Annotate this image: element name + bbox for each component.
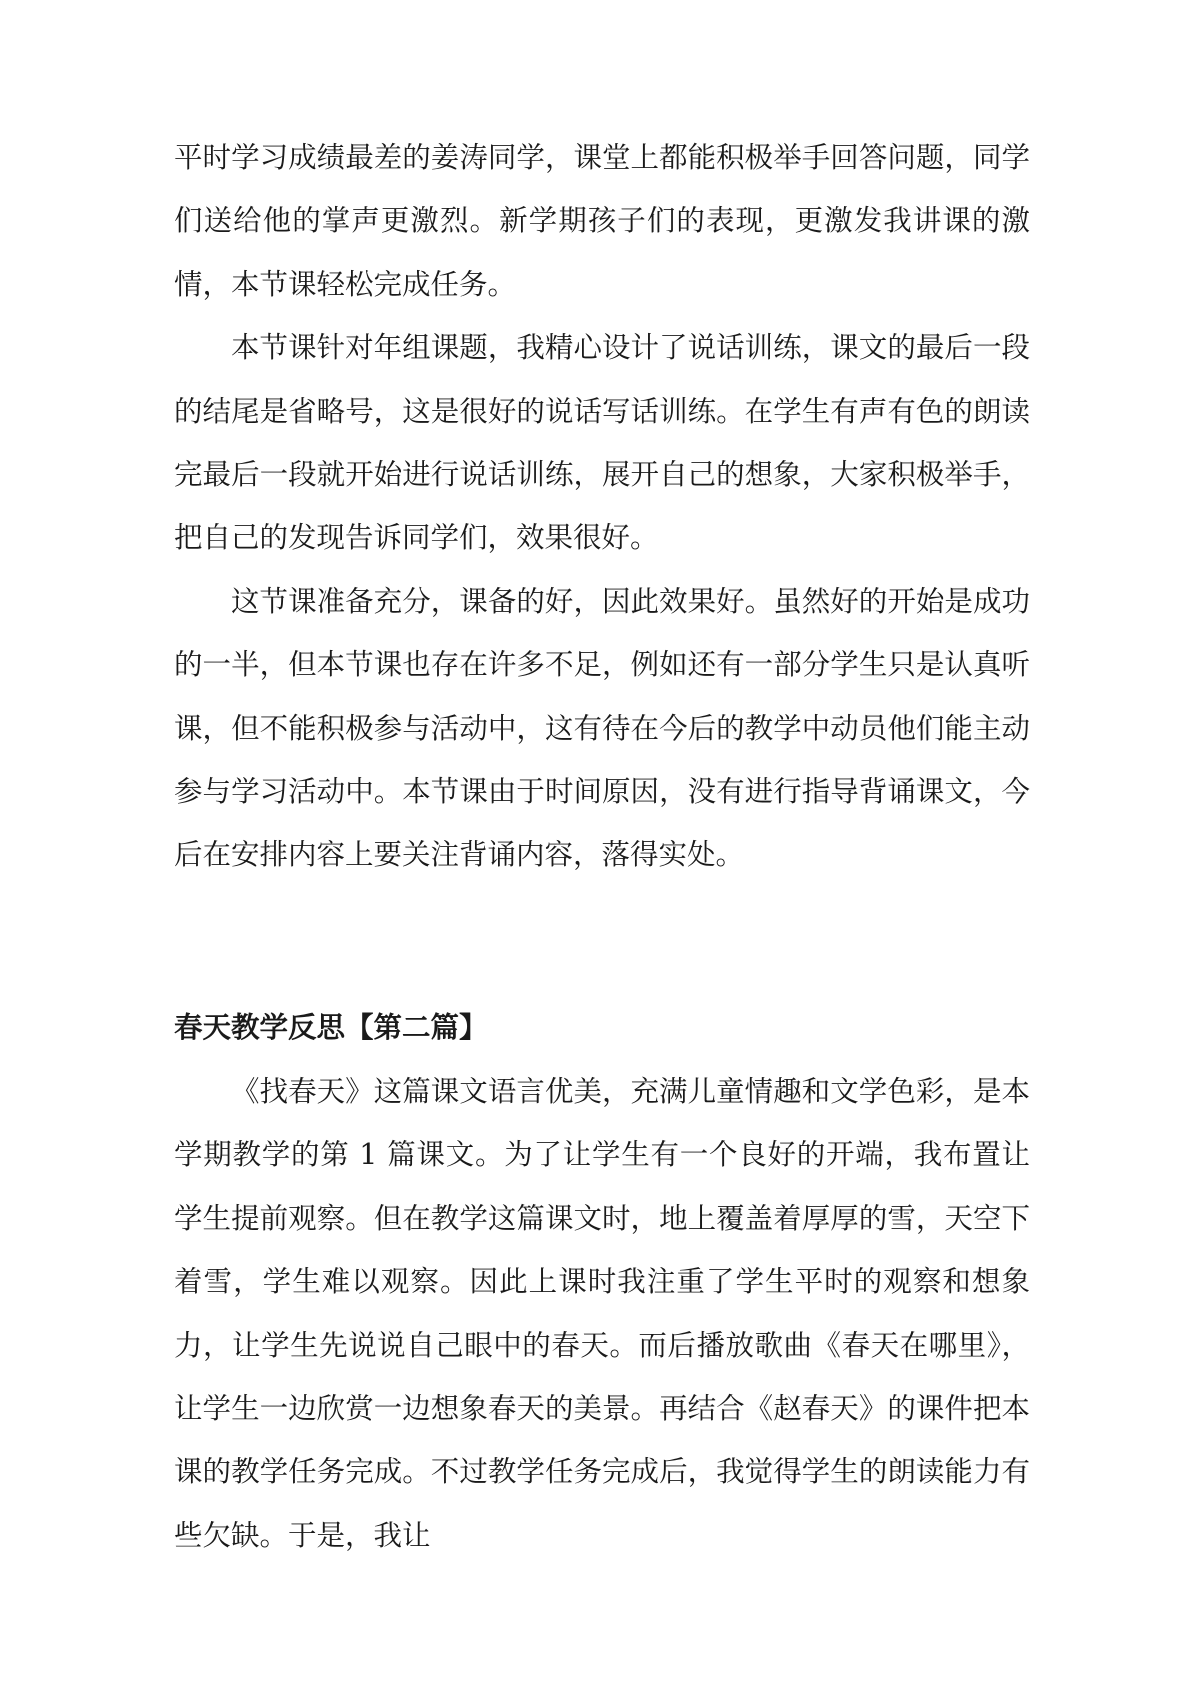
paragraph: 平时学习成绩最差的姜涛同学，课堂上都能积极举手回答问题，同学们送给他的掌声更激烈。新学期孩子们的表现，更激发我讲课的激情，本节课轻松完成任务。 — [174, 141, 1030, 301]
paragraph: 这节课准备充分，课备的好，因此效果好。虽然好的开始是成功的一半，但本节课也存在许多不足，例如还有一部分学生只是认真听课，但不能积极参与活动中，这有待在今后的教学中动员他们能主动参与学习活动中。本节课由于时间原因，没有进行指导背诵课文，今后在安排内容上要关注背诵内容，落得实处。 — [174, 584, 1030, 872]
body-text-top — [174, 126, 1030, 887]
paragraph: 本节课针对年组课题，我精心设计了说话训练，课文的最后一段的结尾是省略号，这是很好的说话写话训练。在学生有声有色的朗读完最后一段就开始进行说话训练，展开自己的想象，大家积极举手，把自己的发现告诉同学们，效果很好。 — [174, 331, 1030, 555]
paragraph: 《找春天》这篇课文语言优美，充满儿童情趣和文学色彩，是本学期教学的第 1 篇课文。为了让学生有一个良好的开端，我布置让学生提前观察。但在教学这篇课文时，地上覆盖着厚厚的雪，天空下着雪，学生难以观察。因此上课时我注重了学生平时的观察和想象力，让学生先说说自己眼中的春天。而后播放歌曲《春天在哪里》，让学生一边欣赏一边想象春天的美景。再结合《赵春天》的课件把本课的教学任务完成。不过教学任务完成后，我觉得学生的朗读能力有些欠缺。于是，我让 — [174, 1075, 1030, 1552]
body-text-bottom — [174, 1060, 1030, 1567]
section-heading: 春天教学反思【第二篇】 — [174, 1010, 488, 1044]
